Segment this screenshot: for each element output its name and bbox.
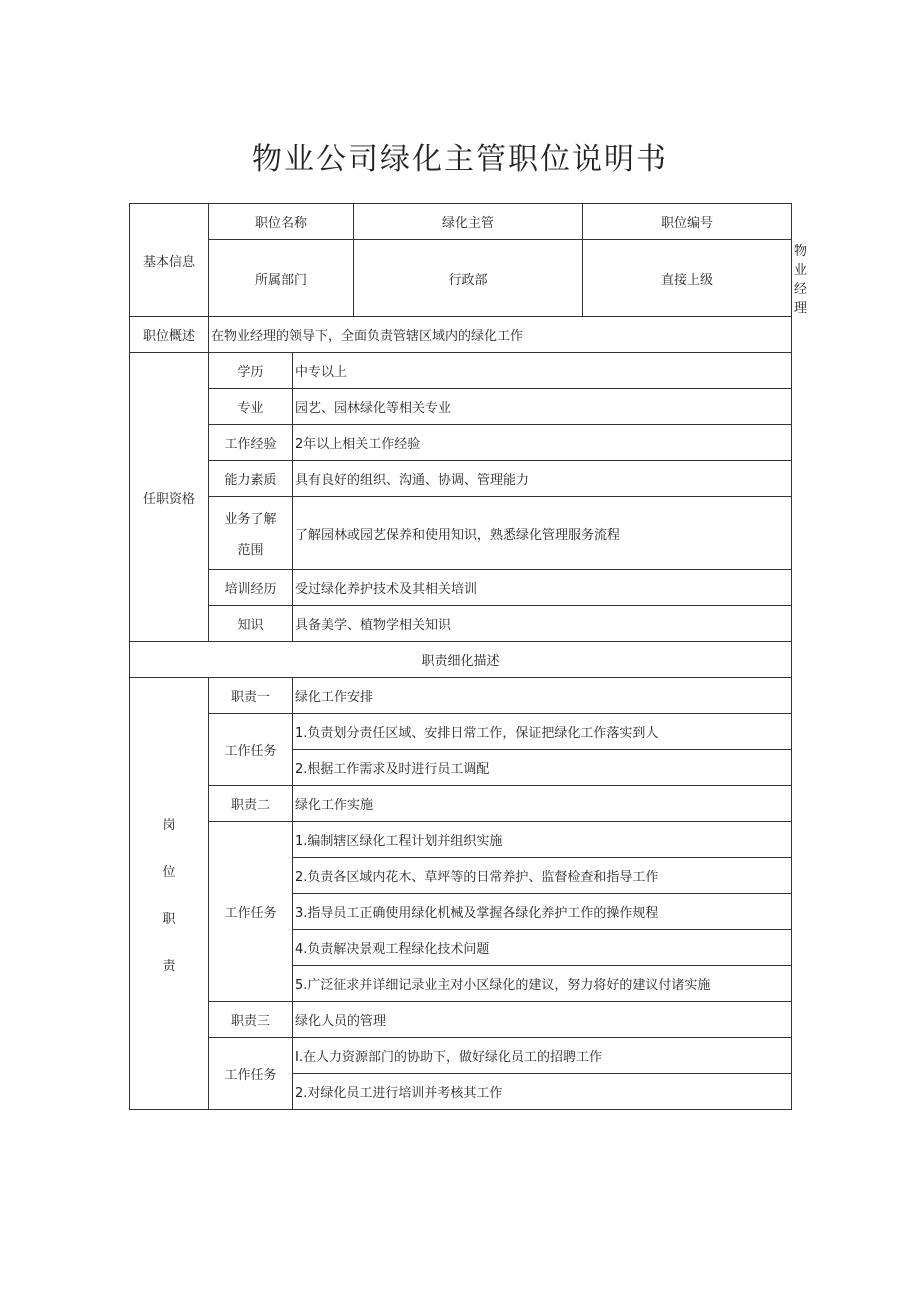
- cell-position-name-label: 职位名称: [209, 204, 354, 240]
- qual-key-line-1: 业务了解: [224, 512, 277, 527]
- qual-key: [209, 497, 293, 570]
- duty-name: 绿化工作安排: [293, 678, 792, 714]
- job-description-table: [129, 203, 808, 1110]
- qual-value: 2年以上相关工作经验: [293, 425, 792, 461]
- task-label: 工作任务: [209, 1038, 293, 1110]
- duties-header: 职责细化描述: [130, 642, 792, 678]
- duties-label-char: 职: [162, 911, 176, 927]
- qual-key: 学历: [209, 353, 293, 389]
- qual-key: 知识: [209, 606, 293, 642]
- duties-label-char: 岗: [162, 817, 176, 833]
- qual-row: [130, 389, 792, 425]
- cell-position-name-value: 绿化主管: [354, 204, 583, 240]
- duties-label-char: 位: [162, 864, 176, 880]
- duty-label: 职责二: [209, 786, 293, 822]
- duty-name: 绿化人员的管理: [293, 1002, 792, 1038]
- duty-row: [130, 1002, 792, 1038]
- basic-info-row-2: 所属部门 行政部 直接上级 物业经理: [130, 240, 792, 317]
- basic-info-row-1: [130, 204, 792, 240]
- task-item: 4.负责解决景观工程绿化技术问题: [293, 930, 792, 966]
- overview-text: 在物业经理的领导下，全面负责管辖区域内的绿化工作: [209, 317, 792, 353]
- task-label: 工作任务: [209, 822, 293, 1002]
- duty-name: 绿化工作实施: [293, 786, 792, 822]
- qual-row: [130, 461, 792, 497]
- task-label: 工作任务: [209, 714, 293, 786]
- qual-value: 中专以上: [293, 353, 792, 389]
- task-item: 1.编制辖区绿化工程计划并组织实施: [293, 822, 792, 858]
- qual-key: 工作经验: [209, 425, 293, 461]
- duties-label-char: 责: [162, 958, 176, 974]
- qual-value: 了解园林或园艺保养和使用知识，熟悉绿化管理服务流程: [293, 497, 792, 570]
- task-row: [130, 1038, 792, 1074]
- task-item: 3.指导员工正确使用绿化机械及掌握各绿化养护工作的操作规程: [293, 894, 792, 930]
- qual-row: [130, 353, 792, 389]
- qual-key: 专业: [209, 389, 293, 425]
- task-item: 1.负责划分责任区域、安排日常工作，保证把绿化工作落实到人: [293, 714, 792, 750]
- duty-label: 职责三: [209, 1002, 293, 1038]
- task-row: [130, 822, 792, 858]
- duty-row: [130, 678, 792, 714]
- qual-value: 受过绿化养护技术及其相关培训: [293, 570, 792, 606]
- task-item: I.在人力资源部门的协助下，做好绿化员工的招聘工作: [293, 1038, 792, 1074]
- cell-department-label: 所属部门: [209, 240, 354, 317]
- overview-label: 职位概述: [130, 317, 209, 353]
- task-row: [130, 714, 792, 750]
- task-item: 2.对绿化员工进行培训并考核其工作: [293, 1074, 792, 1110]
- page-title: 物业公司绿化主管职位说明书: [252, 142, 668, 177]
- duty-label: 职责一: [209, 678, 293, 714]
- duties-header-row: [130, 642, 792, 678]
- qual-value: 具备美学、植物学相关知识: [293, 606, 792, 642]
- qual-row: [130, 497, 792, 570]
- duty-row: [130, 786, 792, 822]
- qual-key: 能力素质: [209, 461, 293, 497]
- qual-row: [130, 606, 792, 642]
- cell-supervisor-label: 直接上级: [583, 240, 792, 317]
- task-item: 2.负责各区域内花木、草坪等的日常养护、监督检查和指导工作: [293, 858, 792, 894]
- qual-value: 具有良好的组织、沟通、协调、管理能力: [293, 461, 792, 497]
- qual-key-line-2: 范围: [237, 543, 264, 558]
- qual-row: [130, 425, 792, 461]
- cell-position-code-label: 职位编号: [583, 204, 792, 240]
- qualifications-label: 任职资格: [130, 353, 209, 642]
- qual-value: 园艺、园林绿化等相关专业: [293, 389, 792, 425]
- task-item: 2.根据工作需求及时进行员工调配: [293, 750, 792, 786]
- qual-row: [130, 570, 792, 606]
- overview-row: [130, 317, 792, 353]
- duties-label: [130, 678, 209, 1110]
- cell-department-value: 行政部: [354, 240, 583, 317]
- basic-info-label: 基本信息: [130, 204, 209, 317]
- qual-key: 培训经历: [209, 570, 293, 606]
- task-item: 5.广泛征求并详细记录业主对小区绿化的建议，努力将好的建议付诸实施: [293, 966, 792, 1002]
